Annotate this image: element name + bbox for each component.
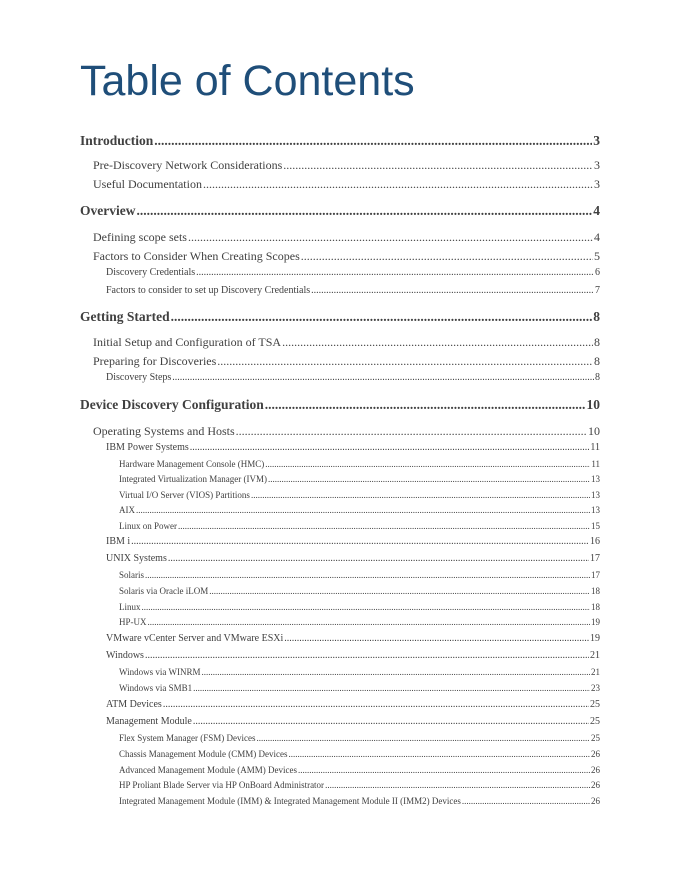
toc-leader-dots	[282, 335, 593, 350]
toc-entry-label: Chassis Management Module (CMM) Devices	[119, 749, 288, 759]
toc-leader-dots	[131, 536, 589, 547]
toc-entry[interactable]	[93, 230, 600, 245]
toc-entry-label: Overview	[80, 203, 136, 218]
toc-leader-dots	[145, 650, 589, 661]
toc-leader-dots	[201, 667, 590, 677]
toc-entry-label: Management Module	[106, 716, 192, 727]
toc-leader-dots	[203, 177, 593, 192]
toc-entry-page-number: 19	[591, 617, 600, 627]
toc-leader-dots	[251, 490, 590, 500]
toc-entry-page-number: 16	[590, 536, 600, 547]
toc-entry[interactable]	[106, 553, 600, 564]
toc-leader-dots	[190, 442, 590, 453]
toc-entry-page-number: 8	[594, 335, 600, 349]
toc-entry[interactable]	[119, 617, 600, 627]
toc-entry[interactable]	[106, 285, 600, 296]
toc-entry[interactable]	[106, 267, 600, 278]
toc-leader-dots	[193, 716, 589, 727]
toc-entry[interactable]	[106, 372, 600, 383]
toc-entry[interactable]	[119, 490, 600, 500]
toc-entry-label: Getting Started	[80, 309, 170, 324]
toc-leader-dots	[136, 203, 592, 219]
toc-entry-page-number: 10	[588, 424, 600, 438]
toc-entry-label: Linux	[119, 602, 141, 612]
toc-entry-page-number: 8	[595, 372, 600, 383]
toc-leader-dots	[136, 505, 590, 515]
toc-leader-dots	[301, 249, 593, 264]
toc-entry-label: Windows	[106, 650, 144, 661]
toc-entry-page-number: 3	[594, 177, 600, 191]
toc-entry[interactable]	[106, 699, 600, 710]
toc-entry[interactable]	[93, 249, 600, 264]
toc-entry-page-number: 10	[586, 397, 600, 412]
toc-leader-dots	[265, 459, 590, 469]
toc-entry[interactable]	[93, 354, 600, 369]
toc-entry[interactable]	[119, 667, 600, 677]
toc-entry-page-number: 21	[591, 667, 600, 677]
toc-entry-page-number: 13	[591, 474, 600, 484]
toc-leader-dots	[171, 309, 593, 325]
toc-entry[interactable]	[93, 158, 600, 173]
toc-entry-label: Factors to consider to set up Discovery Credentials	[106, 285, 311, 296]
toc-entry[interactable]	[119, 765, 600, 775]
toc-entry-label: Discovery Credentials	[106, 267, 196, 278]
toc-entry-label: Solaris via Oracle iLOM	[119, 586, 209, 596]
toc-entry-label: AIX	[119, 505, 135, 515]
toc-leader-dots	[284, 633, 589, 644]
toc-entry-label: Integrated Virtualization Manager (IVM)	[119, 474, 267, 484]
toc-entry[interactable]	[119, 570, 600, 580]
toc-entry-label: Discovery Steps	[106, 372, 172, 383]
toc-entry-label: Linux on Power	[119, 521, 177, 531]
toc-entry[interactable]	[106, 650, 600, 661]
toc-entry[interactable]	[80, 397, 600, 413]
toc-leader-dots	[217, 354, 593, 369]
toc-entry[interactable]	[119, 474, 600, 484]
toc-entry-page-number: 8	[594, 354, 600, 368]
toc-entry-label: Windows via WINRM	[119, 667, 201, 677]
toc-leader-dots	[145, 570, 590, 580]
toc-leader-dots	[288, 749, 590, 759]
toc-entry-page-number: 5	[594, 249, 600, 263]
toc-entry-label: IBM Power Systems	[106, 442, 189, 453]
toc-entry-label: HP-UX	[119, 617, 147, 627]
toc-entry[interactable]	[106, 633, 600, 644]
toc-leader-dots	[311, 285, 594, 296]
toc-leader-dots	[196, 267, 594, 278]
toc-leader-dots	[265, 397, 586, 413]
toc-entry-page-number: 15	[591, 521, 600, 531]
toc-entry-page-number: 26	[591, 765, 600, 775]
toc-entry[interactable]	[119, 683, 600, 693]
toc-entry-label: Solaris	[119, 570, 145, 580]
toc-leader-dots	[209, 586, 590, 596]
toc-entry-label: Defining scope sets	[93, 230, 187, 244]
toc-entry-label: Preparing for Discoveries	[93, 354, 217, 368]
toc-entry-page-number: 25	[590, 716, 600, 727]
toc-leader-dots	[148, 617, 590, 627]
page-title: Table of Contents	[80, 57, 415, 105]
toc-entry-label: Advanced Management Module (AMM) Devices	[119, 765, 297, 775]
toc-entry[interactable]	[106, 716, 600, 727]
toc-entry[interactable]	[119, 602, 600, 612]
toc-entry-label: Virtual I/O Server (VIOS) Partitions	[119, 490, 250, 500]
toc-entry-label: HP Proliant Blade Server via HP OnBoard Administrator	[119, 780, 325, 790]
toc-entry[interactable]	[119, 780, 600, 790]
toc-leader-dots	[163, 699, 589, 710]
toc-entry-page-number: 13	[591, 490, 600, 500]
toc-entry-page-number: 17	[591, 570, 600, 580]
toc-entry-page-number: 18	[591, 586, 600, 596]
toc-entry-page-number: 11	[590, 442, 600, 453]
toc-entry[interactable]	[119, 749, 600, 759]
toc-entry-label: Device Discovery Configuration	[80, 397, 264, 412]
toc-entry-page-number: 13	[591, 505, 600, 515]
toc-entry-label: Windows via SMB1	[119, 683, 193, 693]
toc-entry[interactable]	[93, 335, 600, 350]
toc-entry[interactable]	[119, 505, 600, 515]
toc-leader-dots	[283, 158, 593, 173]
toc-entry-page-number: 8	[593, 309, 600, 324]
toc-entry[interactable]	[119, 459, 600, 469]
toc-leader-dots	[268, 474, 590, 484]
toc-entry-page-number: 4	[594, 230, 600, 244]
toc-entry[interactable]	[119, 586, 600, 596]
toc-entry-label: Integrated Management Module (IMM) & Integrated Management Module II (IMM2) Devices	[119, 796, 461, 806]
toc-entry-label: Hardware Management Console (HMC)	[119, 459, 265, 469]
toc-entry-page-number: 6	[595, 267, 600, 278]
toc-entry-page-number: 3	[594, 158, 600, 172]
toc-entry-label: Useful Documentation	[93, 177, 202, 191]
toc-leader-dots	[168, 553, 589, 564]
toc-entry-label: Introduction	[80, 133, 154, 148]
toc-entry[interactable]	[119, 796, 600, 806]
toc-entry-label: Flex System Manager (FSM) Devices	[119, 733, 256, 743]
toc-leader-dots	[188, 230, 593, 245]
toc-entry-page-number: 18	[591, 602, 600, 612]
toc-entry-page-number: 17	[590, 553, 600, 564]
toc-leader-dots	[298, 765, 590, 775]
toc-leader-dots	[154, 133, 592, 149]
toc-entry[interactable]	[119, 521, 600, 531]
toc-leader-dots	[142, 602, 591, 612]
toc-entry[interactable]	[119, 733, 600, 743]
toc-entry[interactable]	[80, 309, 600, 325]
toc-entry[interactable]	[106, 442, 600, 453]
toc-entry-page-number: 19	[590, 633, 600, 644]
toc-entry-page-number: 25	[591, 733, 600, 743]
toc-entry-label: UNIX Systems	[106, 553, 167, 564]
toc-entry[interactable]	[80, 133, 600, 149]
toc-entry-page-number: 26	[591, 749, 600, 759]
toc-leader-dots	[325, 780, 590, 790]
toc-entry-label: Pre-Discovery Network Considerations	[93, 158, 283, 172]
toc-leader-dots	[462, 796, 590, 806]
toc-entry-page-number: 23	[591, 683, 600, 693]
toc-entry-page-number: 21	[590, 650, 600, 661]
toc-entry-label: Factors to Consider When Creating Scopes	[93, 249, 300, 263]
toc-entry-page-number: 25	[590, 699, 600, 710]
toc-entry-page-number: 26	[591, 780, 600, 790]
toc-leader-dots	[193, 683, 590, 693]
toc-leader-dots	[256, 733, 590, 743]
toc-entry[interactable]	[80, 203, 600, 219]
toc-entry-page-number: 4	[593, 203, 600, 218]
toc-entry-page-number: 3	[593, 133, 600, 148]
toc-leader-dots	[172, 372, 594, 383]
toc-entry-page-number: 11	[591, 459, 600, 469]
toc-entry-page-number: 26	[591, 796, 600, 806]
toc-entry[interactable]	[93, 177, 600, 192]
toc-leader-dots	[178, 521, 590, 531]
toc-entry[interactable]	[106, 536, 600, 547]
toc-entry[interactable]	[93, 424, 600, 439]
toc-entry-label: Operating Systems and Hosts	[93, 424, 235, 438]
toc-entry-label: VMware vCenter Server and VMware ESXi	[106, 633, 284, 644]
toc-entry-page-number: 7	[595, 285, 600, 296]
toc-entry-label: IBM i	[106, 536, 131, 547]
toc-entry-label: Initial Setup and Configuration of TSA	[93, 335, 282, 349]
toc-leader-dots	[236, 424, 587, 439]
toc-entry-label: ATM Devices	[106, 699, 162, 710]
